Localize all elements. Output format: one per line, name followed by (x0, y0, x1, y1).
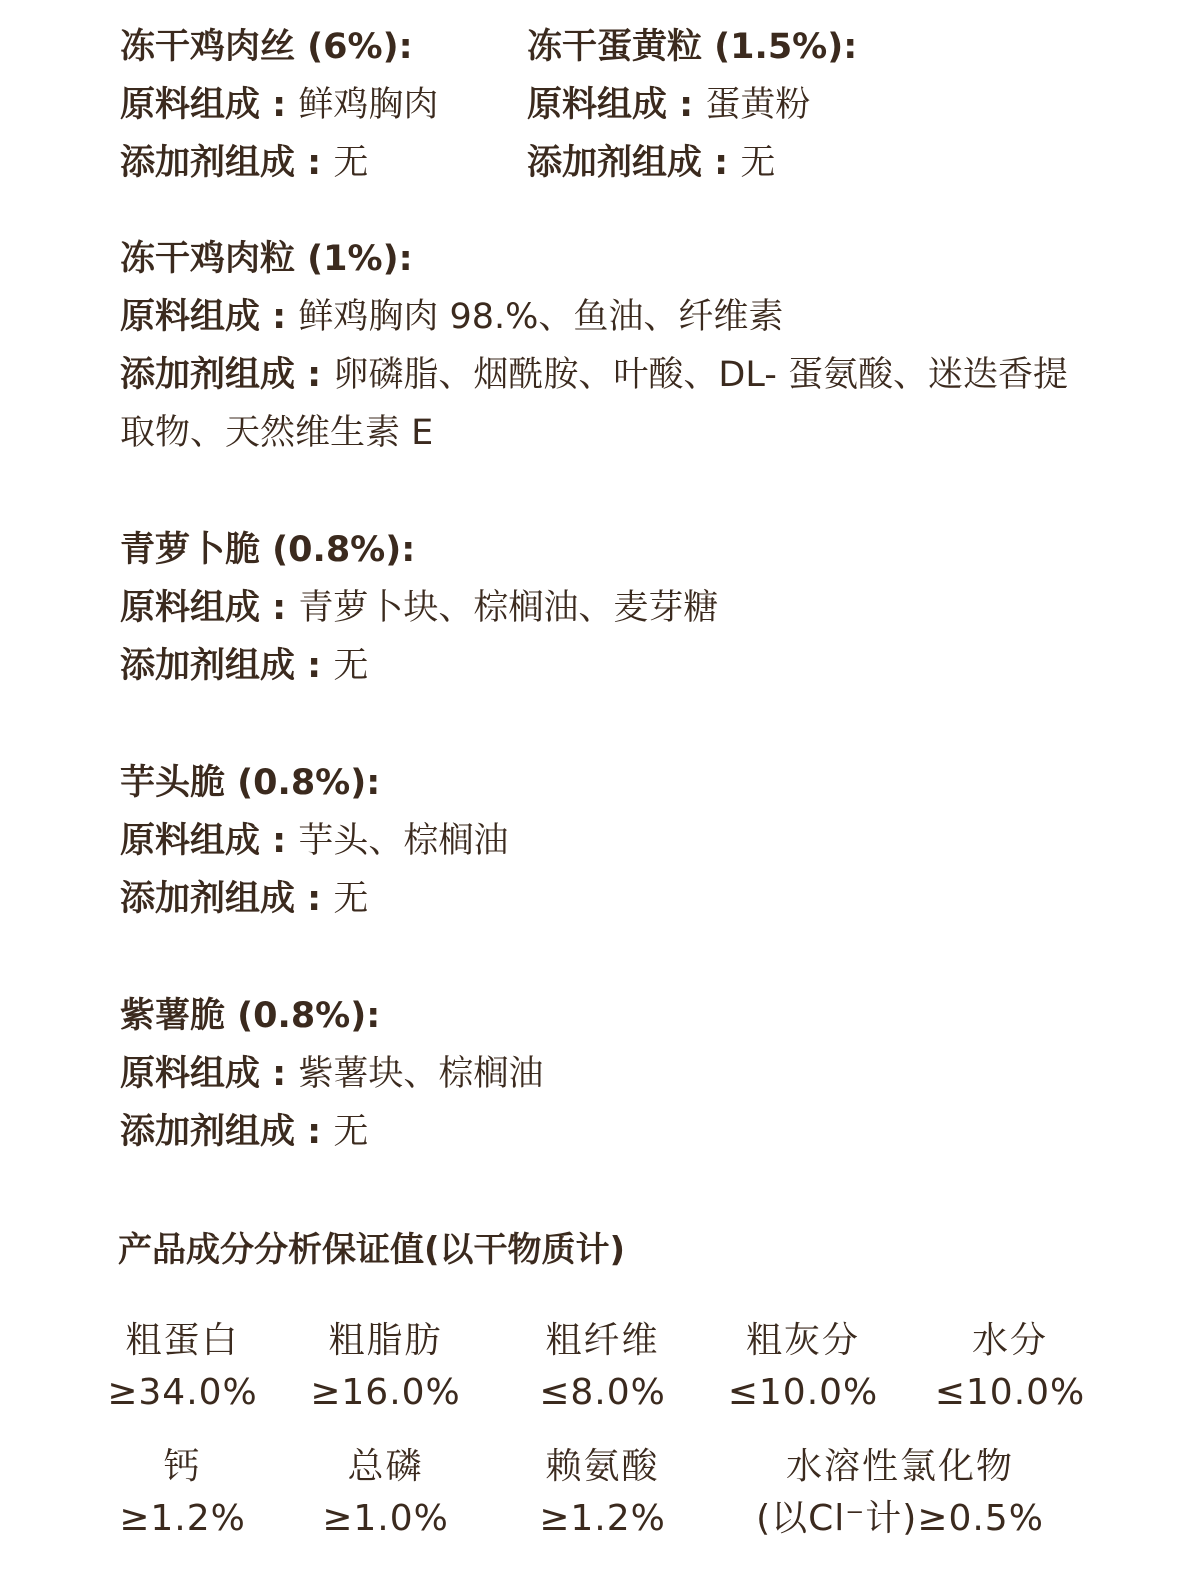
additive-value: 卵磷脂、烟酰胺、叶酸、DL- 蛋氨酸、迷迭香提取物、天然维生素 E (120, 355, 1068, 453)
additive-label: 添加剂组成 : (120, 646, 334, 686)
ingredient-block-chicken-shreds (120, 18, 438, 192)
nutrient-lysine (520, 1442, 685, 1544)
nutrient-name: 粗脂肪 (328, 1320, 443, 1361)
nutrient-crude-ash (718, 1316, 888, 1418)
additive-label: 添加剂组成 : (120, 1112, 334, 1152)
raw-material-line (120, 76, 438, 134)
additive-line (120, 346, 1080, 462)
nutrient-value: ≤10.0% (934, 1372, 1086, 1413)
ingredient-title: 青萝卜脆 (0.8%): (120, 530, 416, 570)
additive-line (120, 637, 718, 695)
nutrient-crude-protein (100, 1316, 265, 1418)
nutrient-total-phosphorus (303, 1442, 468, 1544)
nutrient-value: ≥1.2% (119, 1498, 246, 1539)
nutrient-crude-fat (303, 1316, 468, 1418)
ingredient-title: 冻干鸡肉丝 (6%): (120, 27, 413, 67)
additive-line (120, 1103, 543, 1161)
raw-material-value: 蛋黄粉 (705, 85, 811, 125)
ingredient-block-chicken-granules (120, 230, 1080, 462)
additive-label: 添加剂组成 : (120, 879, 334, 919)
raw-material-label: 原料组成 : (120, 588, 299, 628)
nutrient-name: 粗蛋白 (125, 1320, 240, 1361)
raw-material-value: 鲜鸡胸肉 98.%、鱼油、纤维素 (298, 297, 784, 337)
ingredient-block-egg-yolk (527, 18, 857, 192)
raw-material-label: 原料组成 : (120, 1054, 299, 1094)
ingredient-title: 冻干鸡肉粒 (1%): (120, 239, 413, 279)
raw-material-line (120, 1045, 543, 1103)
additive-label: 添加剂组成 : (120, 143, 334, 183)
additive-line (120, 870, 508, 928)
ingredient-title: 芋头脆 (0.8%): (120, 763, 381, 803)
nutrient-crude-fiber (520, 1316, 685, 1418)
nutrient-value: ≤8.0% (539, 1372, 666, 1413)
nutrient-name: 水溶性氯化物 (785, 1446, 1014, 1487)
nutrient-value: ≥34.0% (107, 1372, 258, 1413)
nutrient-name: 赖氨酸 (545, 1446, 660, 1487)
raw-material-label: 原料组成 : (120, 85, 299, 125)
nutrient-name: 总磷 (347, 1446, 424, 1487)
raw-material-line (527, 76, 857, 134)
raw-material-value: 紫薯块、棕榈油 (298, 1054, 544, 1094)
raw-material-value: 鲜鸡胸肉 (298, 85, 439, 125)
nutrient-name: 钙 (163, 1446, 202, 1487)
nutrient-value: ≥16.0% (310, 1372, 461, 1413)
additive-label: 添加剂组成 : (120, 355, 334, 395)
nutrient-value: ≥1.0% (322, 1498, 449, 1539)
raw-material-line (120, 579, 718, 637)
nutrient-value: ≥1.2% (539, 1498, 666, 1539)
nutrient-moisture (925, 1316, 1095, 1418)
ingredient-title: 冻干蛋黄粒 (1.5%): (527, 27, 858, 67)
additive-line (527, 134, 857, 192)
ingredient-block-radish-crisp (120, 521, 718, 695)
additive-value: 无 (740, 143, 776, 183)
ingredient-title: 紫薯脆 (0.8%): (120, 996, 381, 1036)
nutrient-value: (以Cl⁻计)≥0.5% (756, 1498, 1044, 1539)
raw-material-label: 原料组成 : (120, 821, 299, 861)
raw-material-line (120, 288, 1080, 346)
raw-material-value: 芋头、棕榈油 (298, 821, 509, 861)
additive-value: 无 (333, 646, 369, 686)
ingredient-block-taro-crisp (120, 754, 508, 928)
ingredient-block-purple-potato-crisp (120, 987, 543, 1161)
additive-label: 添加剂组成 : (527, 143, 741, 183)
raw-material-value: 青萝卜块、棕榈油、麦芽糖 (298, 588, 719, 628)
nutrient-name: 粗纤维 (545, 1320, 660, 1361)
additive-value: 无 (333, 143, 369, 183)
nutrient-calcium (100, 1442, 265, 1544)
nutrient-name: 粗灰分 (745, 1320, 860, 1361)
additive-line (120, 134, 438, 192)
nutrient-name: 水分 (971, 1320, 1048, 1361)
nutrient-water-soluble-chloride (735, 1442, 1065, 1544)
analysis-heading: 产品成分分析保证值(以干物质计) (118, 1230, 626, 1270)
nutrient-value: ≤10.0% (727, 1372, 879, 1413)
raw-material-label: 原料组成 : (527, 85, 706, 125)
raw-material-label: 原料组成 : (120, 297, 299, 337)
additive-value: 无 (333, 879, 369, 919)
raw-material-line (120, 812, 508, 870)
additive-value: 无 (333, 1112, 369, 1152)
